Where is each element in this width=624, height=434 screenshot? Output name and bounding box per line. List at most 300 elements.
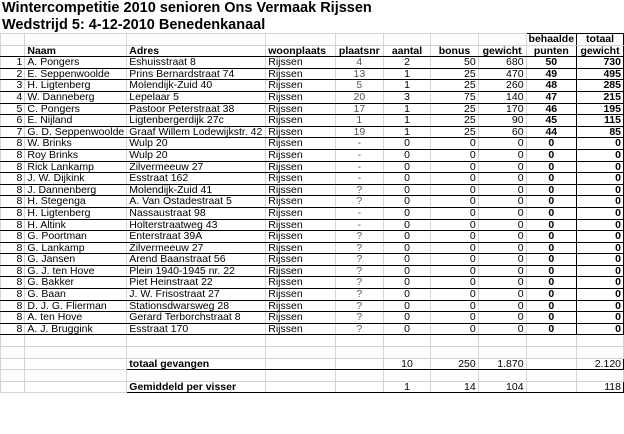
cell-naam[interactable]: Roy Brinks	[25, 149, 127, 161]
cell-pos[interactable]: 1	[1, 57, 25, 69]
cell-plaatsnr[interactable]: 19	[335, 126, 383, 138]
cell-plaatsnr[interactable]: ?	[335, 265, 383, 277]
header-gewicht[interactable]: gewicht	[478, 45, 526, 57]
cell-adres[interactable]: Piet Heinstraat 22	[127, 277, 266, 289]
cell[interactable]	[266, 34, 336, 46]
cell-totaal[interactable]: 0	[577, 242, 624, 254]
cell-naam[interactable]: J. Dannenberg	[25, 184, 127, 196]
cell[interactable]	[25, 358, 127, 370]
cell-pos[interactable]: 8	[1, 161, 25, 173]
cell-woonplaats[interactable]: Rijssen	[266, 277, 336, 289]
cell-totaal[interactable]: 0	[577, 161, 624, 173]
cell-bonus[interactable]: 25	[431, 103, 478, 115]
cell[interactable]	[383, 347, 430, 359]
cell-woonplaats[interactable]: Rijssen	[266, 312, 336, 324]
cell-pos[interactable]: 4	[1, 91, 25, 103]
cell-totaal[interactable]: 730	[577, 57, 624, 69]
cell-adres[interactable]: Molendijk-Zuid 41	[127, 184, 266, 196]
gemiddeld-per-visser-gewicht[interactable]: 104	[478, 381, 526, 393]
cell-bonus[interactable]: 0	[431, 265, 478, 277]
header-punten-line2[interactable]: punten	[526, 45, 577, 57]
cell-gewicht[interactable]: 0	[478, 242, 526, 254]
cell-pos[interactable]: 8	[1, 219, 25, 231]
cell-pos[interactable]: 5	[1, 103, 25, 115]
cell[interactable]	[335, 335, 383, 347]
cell-plaatsnr[interactable]: ?	[335, 289, 383, 301]
cell[interactable]	[478, 34, 526, 46]
cell-bonus[interactable]: 0	[431, 231, 478, 243]
cell[interactable]	[478, 335, 526, 347]
cell-gewicht[interactable]: 0	[478, 138, 526, 150]
cell-woonplaats[interactable]: Rijssen	[266, 242, 336, 254]
cell-bonus[interactable]: 0	[431, 242, 478, 254]
cell-aantal[interactable]: 0	[383, 277, 430, 289]
cell-bonus[interactable]: 0	[431, 289, 478, 301]
header-totaal-line1[interactable]: totaal	[577, 34, 624, 46]
gemiddeld-per-visser-bonus[interactable]: 14	[431, 381, 478, 393]
cell[interactable]	[335, 381, 383, 393]
cell-adres[interactable]: Esstraat 162	[127, 173, 266, 185]
cell[interactable]	[431, 370, 478, 382]
cell-plaatsnr[interactable]: ?	[335, 323, 383, 335]
cell-aantal[interactable]: 0	[383, 184, 430, 196]
cell-pos[interactable]: 8	[1, 312, 25, 324]
cell[interactable]	[266, 370, 336, 382]
cell-adres[interactable]: Eshuisstraat 8	[127, 57, 266, 69]
cell-aantal[interactable]: 0	[383, 196, 430, 208]
cell-naam[interactable]: H. Stegenga	[25, 196, 127, 208]
cell-gewicht[interactable]: 140	[478, 91, 526, 103]
cell-punten[interactable]: 45	[526, 115, 577, 127]
cell-aantal[interactable]: 1	[383, 126, 430, 138]
cell-gewicht[interactable]: 0	[478, 312, 526, 324]
cell-punten[interactable]: 44	[526, 126, 577, 138]
cell[interactable]	[526, 381, 577, 393]
cell-aantal[interactable]: 0	[383, 300, 430, 312]
cell-bonus[interactable]: 0	[431, 161, 478, 173]
cell-gewicht[interactable]: 680	[478, 57, 526, 69]
cell[interactable]	[1, 370, 25, 382]
cell-aantal[interactable]: 2	[383, 57, 430, 69]
cell-bonus[interactable]: 25	[431, 68, 478, 80]
cell-gewicht[interactable]: 0	[478, 196, 526, 208]
cell-gewicht[interactable]: 90	[478, 115, 526, 127]
cell-totaal[interactable]: 195	[577, 103, 624, 115]
cell-totaal[interactable]: 0	[577, 254, 624, 266]
cell-woonplaats[interactable]: Rijssen	[266, 103, 336, 115]
cell-woonplaats[interactable]: Rijssen	[266, 161, 336, 173]
cell[interactable]	[431, 335, 478, 347]
cell[interactable]	[431, 34, 478, 46]
cell-pos[interactable]: 2	[1, 68, 25, 80]
cell-woonplaats[interactable]: Rijssen	[266, 289, 336, 301]
cell[interactable]	[1, 34, 25, 46]
cell-adres[interactable]: Prins Bernardstraat 74	[127, 68, 266, 80]
cell-aantal[interactable]: 0	[383, 173, 430, 185]
cell-woonplaats[interactable]: Rijssen	[266, 80, 336, 92]
cell[interactable]	[127, 34, 266, 46]
cell-plaatsnr[interactable]: -	[335, 219, 383, 231]
cell-bonus[interactable]: 0	[431, 138, 478, 150]
cell-bonus[interactable]: 0	[431, 149, 478, 161]
cell-woonplaats[interactable]: Rijssen	[266, 265, 336, 277]
cell[interactable]	[335, 34, 383, 46]
cell-naam[interactable]: W. Brinks	[25, 138, 127, 150]
cell-punten[interactable]: 0	[526, 242, 577, 254]
cell-punten[interactable]: 0	[526, 277, 577, 289]
cell-plaatsnr[interactable]: ?	[335, 277, 383, 289]
cell-punten[interactable]: 0	[526, 149, 577, 161]
cell-plaatsnr[interactable]: ?	[335, 231, 383, 243]
cell[interactable]	[383, 34, 430, 46]
cell-naam[interactable]: D. J. G. Flierman	[25, 300, 127, 312]
cell[interactable]	[127, 370, 266, 382]
cell-bonus[interactable]: 0	[431, 254, 478, 266]
totaal-gevangen-bonus[interactable]: 250	[431, 358, 478, 370]
cell-totaal[interactable]: 85	[577, 126, 624, 138]
cell-totaal[interactable]: 0	[577, 265, 624, 277]
cell[interactable]	[266, 347, 336, 359]
cell-naam[interactable]: A. ten Hove	[25, 312, 127, 324]
cell-plaatsnr[interactable]: 1	[335, 115, 383, 127]
cell[interactable]	[266, 358, 336, 370]
cell[interactable]	[25, 381, 127, 393]
cell-plaatsnr[interactable]: 5	[335, 80, 383, 92]
cell[interactable]	[25, 335, 127, 347]
cell-aantal[interactable]: 1	[383, 103, 430, 115]
cell[interactable]	[1, 381, 25, 393]
cell-punten[interactable]: 0	[526, 196, 577, 208]
cell-gewicht[interactable]: 0	[478, 184, 526, 196]
cell[interactable]	[1, 335, 25, 347]
cell-naam[interactable]: H. Ligtenberg	[25, 80, 127, 92]
cell-pos[interactable]: 8	[1, 289, 25, 301]
cell-naam[interactable]: H. Ligtenberg	[25, 207, 127, 219]
cell-bonus[interactable]: 75	[431, 91, 478, 103]
cell-naam[interactable]: G. Jansen	[25, 254, 127, 266]
cell-adres[interactable]: Enterstraat 39A	[127, 231, 266, 243]
header-plaatsnr[interactable]: plaatsnr	[335, 45, 383, 57]
cell-totaal[interactable]: 285	[577, 80, 624, 92]
cell-pos[interactable]: 8	[1, 323, 25, 335]
cell[interactable]	[1, 347, 25, 359]
cell-adres[interactable]: Wulp 20	[127, 149, 266, 161]
cell-punten[interactable]: 0	[526, 265, 577, 277]
header-woonplaats[interactable]: woonplaats	[266, 45, 336, 57]
cell-plaatsnr[interactable]: 20	[335, 91, 383, 103]
cell-gewicht[interactable]: 0	[478, 231, 526, 243]
cell-aantal[interactable]: 0	[383, 265, 430, 277]
cell-pos[interactable]: 8	[1, 300, 25, 312]
cell-bonus[interactable]: 25	[431, 80, 478, 92]
cell[interactable]	[383, 370, 430, 382]
header-totaal-line2[interactable]: gewicht	[577, 45, 624, 57]
cell-punten[interactable]: 0	[526, 312, 577, 324]
cell-punten[interactable]: 0	[526, 219, 577, 231]
cell-totaal[interactable]: 0	[577, 196, 624, 208]
cell-naam[interactable]: E. Seppenwoolde	[25, 68, 127, 80]
cell-naam[interactable]: G. Baan	[25, 289, 127, 301]
cell-aantal[interactable]: 0	[383, 149, 430, 161]
cell-aantal[interactable]: 0	[383, 219, 430, 231]
cell-pos[interactable]: 8	[1, 254, 25, 266]
cell-woonplaats[interactable]: Rijssen	[266, 138, 336, 150]
cell-aantal[interactable]: 1	[383, 80, 430, 92]
totaal-gevangen-totaal[interactable]: 2.120	[577, 358, 624, 370]
cell-adres[interactable]: Holterstraatweg 43	[127, 219, 266, 231]
cell-pos[interactable]: 8	[1, 265, 25, 277]
cell-gewicht[interactable]: 0	[478, 219, 526, 231]
cell-punten[interactable]: 0	[526, 161, 577, 173]
cell-plaatsnr[interactable]: ?	[335, 300, 383, 312]
cell-bonus[interactable]: 0	[431, 219, 478, 231]
cell-punten[interactable]: 0	[526, 289, 577, 301]
cell-adres[interactable]: Arend Baanstraat 56	[127, 254, 266, 266]
cell-naam[interactable]: J. W. Dijkink	[25, 173, 127, 185]
cell[interactable]	[25, 370, 127, 382]
cell-woonplaats[interactable]: Rijssen	[266, 126, 336, 138]
cell-bonus[interactable]: 0	[431, 323, 478, 335]
cell-punten[interactable]: 46	[526, 103, 577, 115]
cell-bonus[interactable]: 0	[431, 277, 478, 289]
cell-punten[interactable]: 0	[526, 300, 577, 312]
cell-woonplaats[interactable]: Rijssen	[266, 149, 336, 161]
cell-pos[interactable]: 8	[1, 231, 25, 243]
cell-totaal[interactable]: 0	[577, 231, 624, 243]
cell[interactable]	[577, 370, 624, 382]
cell-woonplaats[interactable]: Rijssen	[266, 184, 336, 196]
cell-gewicht[interactable]: 0	[478, 173, 526, 185]
gemiddeld-per-visser-totaal[interactable]: 118	[577, 381, 624, 393]
cell-gewicht[interactable]: 0	[478, 277, 526, 289]
cell-bonus[interactable]: 25	[431, 115, 478, 127]
cell-totaal[interactable]: 495	[577, 68, 624, 80]
cell[interactable]	[25, 34, 127, 46]
cell-aantal[interactable]: 0	[383, 207, 430, 219]
cell[interactable]	[1, 358, 25, 370]
cell-gewicht[interactable]: 0	[478, 265, 526, 277]
cell[interactable]	[526, 370, 577, 382]
cell-pos[interactable]: 8	[1, 184, 25, 196]
cell-bonus[interactable]: 0	[431, 312, 478, 324]
cell-naam[interactable]: C. Pongers	[25, 103, 127, 115]
cell-aantal[interactable]: 0	[383, 312, 430, 324]
cell-adres[interactable]: Nassaustraat 98	[127, 207, 266, 219]
header-bonus[interactable]: bonus	[431, 45, 478, 57]
cell-woonplaats[interactable]: Rijssen	[266, 68, 336, 80]
cell-aantal[interactable]: 0	[383, 231, 430, 243]
totaal-gevangen-gewicht[interactable]: 1.870	[478, 358, 526, 370]
cell-totaal[interactable]: 0	[577, 289, 624, 301]
cell-aantal[interactable]: 0	[383, 289, 430, 301]
cell[interactable]	[431, 347, 478, 359]
cell-adres[interactable]: Zilvermeeuw 27	[127, 161, 266, 173]
cell-bonus[interactable]: 0	[431, 184, 478, 196]
cell[interactable]	[127, 335, 266, 347]
cell-pos[interactable]: 8	[1, 173, 25, 185]
cell-woonplaats[interactable]: Rijssen	[266, 57, 336, 69]
cell-naam[interactable]: A. Pongers	[25, 57, 127, 69]
cell-totaal[interactable]: 0	[577, 300, 624, 312]
cell-gewicht[interactable]: 0	[478, 323, 526, 335]
cell-totaal[interactable]: 115	[577, 115, 624, 127]
cell-plaatsnr[interactable]: 17	[335, 103, 383, 115]
totaal-gevangen-aantal[interactable]: 10	[383, 358, 430, 370]
cell-punten[interactable]: 0	[526, 184, 577, 196]
cell-gewicht[interactable]: 470	[478, 68, 526, 80]
gemiddeld-per-visser-aantal[interactable]: 1	[383, 381, 430, 393]
cell-plaatsnr[interactable]: ?	[335, 184, 383, 196]
cell-aantal[interactable]: 0	[383, 242, 430, 254]
cell-punten[interactable]: 47	[526, 91, 577, 103]
cell-pos[interactable]: 8	[1, 149, 25, 161]
cell-aantal[interactable]: 1	[383, 68, 430, 80]
cell-totaal[interactable]: 215	[577, 91, 624, 103]
cell-naam[interactable]: H. Altink	[25, 219, 127, 231]
gemiddeld-per-visser-label[interactable]: Gemiddeld per visser	[127, 381, 266, 393]
cell-gewicht[interactable]: 0	[478, 161, 526, 173]
cell[interactable]	[577, 335, 624, 347]
cell[interactable]	[127, 347, 266, 359]
cell-gewicht[interactable]: 0	[478, 289, 526, 301]
cell-naam[interactable]: Rick Lankamp	[25, 161, 127, 173]
cell-punten[interactable]: 49	[526, 68, 577, 80]
cell-plaatsnr[interactable]: ?	[335, 254, 383, 266]
cell-naam[interactable]: G. J. ten Hove	[25, 265, 127, 277]
cell-bonus[interactable]: 50	[431, 57, 478, 69]
cell-gewicht[interactable]: 260	[478, 80, 526, 92]
cell-aantal[interactable]: 0	[383, 161, 430, 173]
cell-bonus[interactable]: 0	[431, 173, 478, 185]
header-aantal[interactable]: aantal	[383, 45, 430, 57]
cell-gewicht[interactable]: 0	[478, 254, 526, 266]
cell-aantal[interactable]: 0	[383, 323, 430, 335]
cell-adres[interactable]: Pastoor Peterstraat 38	[127, 103, 266, 115]
cell-totaal[interactable]: 0	[577, 149, 624, 161]
cell-naam[interactable]: G. Lankamp	[25, 242, 127, 254]
cell-gewicht[interactable]: 60	[478, 126, 526, 138]
cell-plaatsnr[interactable]: -	[335, 138, 383, 150]
cell-totaal[interactable]: 0	[577, 323, 624, 335]
cell[interactable]	[478, 370, 526, 382]
cell-naam[interactable]: G. Poortman	[25, 231, 127, 243]
cell[interactable]	[266, 381, 336, 393]
cell-punten[interactable]: 0	[526, 254, 577, 266]
cell-plaatsnr[interactable]: -	[335, 149, 383, 161]
cell-punten[interactable]: 0	[526, 323, 577, 335]
cell-gewicht[interactable]: 170	[478, 103, 526, 115]
cell-totaal[interactable]: 0	[577, 219, 624, 231]
cell-totaal[interactable]: 0	[577, 173, 624, 185]
cell-naam[interactable]: W. Danneberg	[25, 91, 127, 103]
header-naam[interactable]: Naam	[25, 45, 127, 57]
header-punten-line1[interactable]: behaalde	[526, 34, 577, 46]
cell-woonplaats[interactable]: Rijssen	[266, 300, 336, 312]
cell-punten[interactable]: 0	[526, 138, 577, 150]
cell[interactable]	[335, 347, 383, 359]
cell-adres[interactable]: Gerard Terborchstraat 8	[127, 312, 266, 324]
cell-woonplaats[interactable]: Rijssen	[266, 323, 336, 335]
cell-plaatsnr[interactable]: 13	[335, 68, 383, 80]
cell-naam[interactable]: E. Nijland	[25, 115, 127, 127]
cell-pos[interactable]: 8	[1, 207, 25, 219]
cell-totaal[interactable]: 0	[577, 207, 624, 219]
header-adres[interactable]: Adres	[127, 45, 266, 57]
cell-adres[interactable]: Graaf Willem Lodewijkstr. 42	[127, 126, 266, 138]
cell-punten[interactable]: 48	[526, 80, 577, 92]
cell-pos[interactable]: 8	[1, 196, 25, 208]
cell-pos[interactable]: 8	[1, 138, 25, 150]
cell-bonus[interactable]: 0	[431, 300, 478, 312]
cell-aantal[interactable]: 0	[383, 254, 430, 266]
cell[interactable]	[478, 347, 526, 359]
cell-plaatsnr[interactable]: ?	[335, 196, 383, 208]
cell-totaal[interactable]: 0	[577, 312, 624, 324]
header-pos[interactable]	[1, 45, 25, 57]
cell-naam[interactable]: G. Bakker	[25, 277, 127, 289]
cell-totaal[interactable]: 0	[577, 138, 624, 150]
cell-bonus[interactable]: 0	[431, 207, 478, 219]
cell-pos[interactable]: 3	[1, 80, 25, 92]
cell-punten[interactable]: 0	[526, 231, 577, 243]
cell-woonplaats[interactable]: Rijssen	[266, 91, 336, 103]
cell-naam[interactable]: A. J. Bruggink	[25, 323, 127, 335]
cell[interactable]	[25, 347, 127, 359]
cell-aantal[interactable]: 3	[383, 91, 430, 103]
cell-punten[interactable]: 0	[526, 207, 577, 219]
cell[interactable]	[577, 347, 624, 359]
cell-aantal[interactable]: 0	[383, 138, 430, 150]
cell-woonplaats[interactable]: Rijssen	[266, 231, 336, 243]
cell-adres[interactable]: Lepelaar 5	[127, 91, 266, 103]
cell-plaatsnr[interactable]: 4	[335, 57, 383, 69]
cell-pos[interactable]: 7	[1, 126, 25, 138]
cell-adres[interactable]: Stationsdwarsweg 28	[127, 300, 266, 312]
cell[interactable]	[266, 335, 336, 347]
cell-plaatsnr[interactable]: -	[335, 161, 383, 173]
cell-bonus[interactable]: 0	[431, 196, 478, 208]
cell[interactable]	[383, 335, 430, 347]
cell-adres[interactable]: Esstraat 170	[127, 323, 266, 335]
cell-adres[interactable]: Zilvermeeuw 27	[127, 242, 266, 254]
cell-woonplaats[interactable]: Rijssen	[266, 115, 336, 127]
cell-naam[interactable]: G. D. Seppenwoolde	[25, 126, 127, 138]
cell-aantal[interactable]: 1	[383, 115, 430, 127]
cell-plaatsnr[interactable]: ?	[335, 312, 383, 324]
cell-plaatsnr[interactable]: -	[335, 173, 383, 185]
cell-woonplaats[interactable]: Rijssen	[266, 254, 336, 266]
cell-plaatsnr[interactable]: ?	[335, 242, 383, 254]
cell[interactable]	[526, 347, 577, 359]
cell-punten[interactable]: 50	[526, 57, 577, 69]
cell[interactable]	[526, 335, 577, 347]
cell-adres[interactable]: Wulp 20	[127, 138, 266, 150]
cell-woonplaats[interactable]: Rijssen	[266, 173, 336, 185]
cell[interactable]	[526, 358, 577, 370]
cell-pos[interactable]: 8	[1, 242, 25, 254]
cell-gewicht[interactable]: 0	[478, 149, 526, 161]
cell-woonplaats[interactable]: Rijssen	[266, 219, 336, 231]
cell-gewicht[interactable]: 0	[478, 207, 526, 219]
cell[interactable]	[335, 370, 383, 382]
cell-woonplaats[interactable]: Rijssen	[266, 196, 336, 208]
totaal-gevangen-label[interactable]: totaal gevangen	[127, 358, 266, 370]
cell-adres[interactable]: Ligtenbergerdijk 27c	[127, 115, 266, 127]
cell-gewicht[interactable]: 0	[478, 300, 526, 312]
cell[interactable]	[335, 358, 383, 370]
cell-adres[interactable]: Plein 1940-1945 nr. 22	[127, 265, 266, 277]
cell-pos[interactable]: 8	[1, 277, 25, 289]
